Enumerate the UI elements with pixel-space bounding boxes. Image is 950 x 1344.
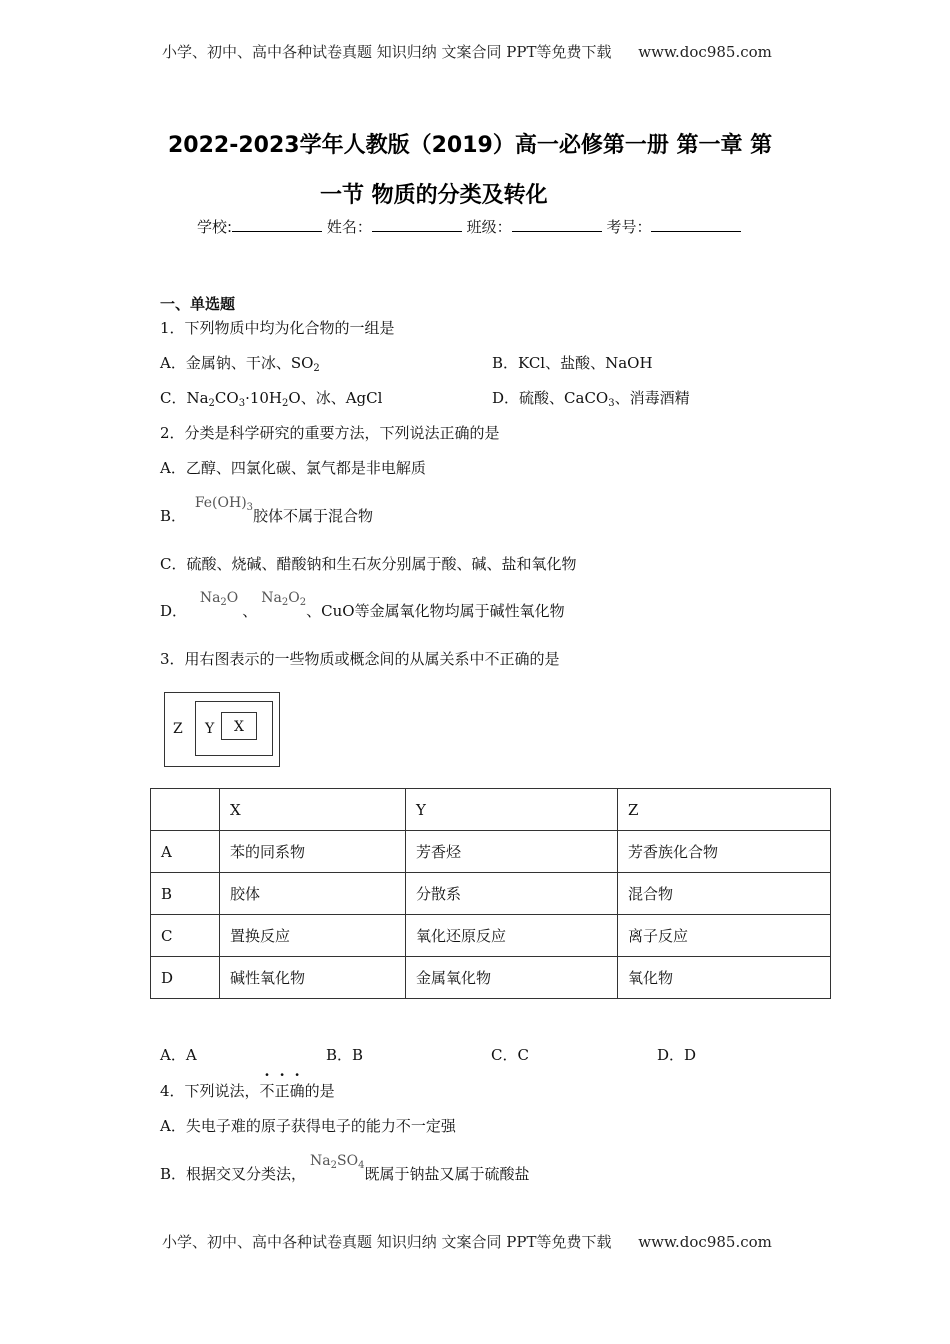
q2-d-f2-text: Na bbox=[261, 590, 282, 606]
diagram-label-x: X bbox=[234, 719, 244, 735]
footer-url[interactable]: www.doc985.com bbox=[638, 1233, 772, 1251]
emphasis-char: 确 bbox=[289, 1082, 305, 1100]
q3-option-c[interactable]: C．C bbox=[491, 1046, 529, 1064]
q2-d-separator: 、 bbox=[242, 602, 258, 620]
q3-stem: 3．用右图表示的一些物质或概念间的从属关系中不正确的是 bbox=[160, 650, 560, 668]
q2-option-b[interactable] bbox=[160, 495, 374, 527]
q1-option-d[interactable] bbox=[492, 387, 690, 409]
diagram-box-y bbox=[195, 701, 273, 756]
table-cell: 苯的同系物 bbox=[220, 831, 406, 873]
exam-no-label: 考号： bbox=[606, 218, 652, 236]
q4-b-f-text: Na bbox=[310, 1153, 331, 1169]
table-cell: 离子反应 bbox=[618, 915, 831, 957]
q4-b-formula bbox=[310, 1153, 364, 1169]
q2-stem: 2．分类是科学研究的重要方法，下列说法正确的是 bbox=[160, 424, 500, 442]
q2-b-text: 胶体不属于混合物 bbox=[253, 507, 374, 525]
q1-option-a[interactable] bbox=[160, 352, 320, 374]
footer-text: 小学、初中、高中各种试卷真题 知识归纳 文案合同 PPT等免费下载 bbox=[162, 1233, 612, 1251]
q3-nested-diagram bbox=[164, 692, 280, 767]
q1-stem: 1．下列物质中均为化合物的一组是 bbox=[160, 319, 395, 337]
q1-a-text: A．金属钠、干冰、SO bbox=[160, 354, 314, 372]
table-header-cell: Z bbox=[618, 789, 831, 831]
table-row bbox=[151, 831, 831, 873]
page-title-line1: 2022-2023学年人教版（2019）高一必修第一册 第一章 第 bbox=[168, 133, 773, 158]
header-url[interactable]: www.doc985.com bbox=[638, 43, 772, 61]
footer-banner bbox=[162, 1231, 772, 1252]
diagram-label-y: Y bbox=[205, 721, 215, 737]
table-cell: 混合物 bbox=[618, 873, 831, 915]
emphasis-char: 不 bbox=[259, 1082, 275, 1100]
table-cell: D bbox=[151, 957, 220, 999]
q4-stem-pre: 4．下列说法， bbox=[160, 1082, 260, 1100]
school-blank[interactable] bbox=[232, 231, 322, 232]
table-cell: A bbox=[151, 831, 220, 873]
section-title: 一、单选题 bbox=[160, 295, 236, 313]
q2-d-f2-sub2: 2 bbox=[299, 597, 307, 608]
table-cell: 芳香族化合物 bbox=[618, 831, 831, 873]
table-header-cell: X bbox=[220, 789, 406, 831]
q1-option-b[interactable]: B．KCl、盐酸、NaOH bbox=[492, 354, 653, 372]
q1-c-sub3: 2 bbox=[282, 398, 289, 409]
q2-d-text: 、CuO等金属氧化物均属于碱性氧化物 bbox=[306, 602, 565, 620]
q2-b-formula bbox=[195, 495, 253, 511]
q2-d-formula2 bbox=[261, 590, 306, 606]
q1-d-sub: 3 bbox=[608, 398, 615, 409]
q1-a-sub: 2 bbox=[313, 363, 320, 374]
q4-b-f-mid: SO bbox=[337, 1153, 359, 1169]
q3-option-a[interactable]: A．A bbox=[160, 1046, 197, 1064]
table-row bbox=[151, 873, 831, 915]
q4-b-text: B．根据交叉分类法， bbox=[160, 1165, 307, 1183]
page-title-line2: 一节 物质的分类及转化 bbox=[320, 183, 548, 208]
table-header-cell: Y bbox=[406, 789, 618, 831]
q3-options-table bbox=[150, 788, 831, 999]
exam-no-blank[interactable] bbox=[651, 231, 741, 232]
q1-option-c[interactable] bbox=[160, 387, 382, 409]
q2-d-f2-sub1: 2 bbox=[281, 597, 289, 608]
name-blank[interactable] bbox=[372, 231, 462, 232]
q4-option-b[interactable] bbox=[160, 1153, 530, 1185]
q2-option-d[interactable] bbox=[160, 590, 565, 622]
table-cell: 置换反应 bbox=[220, 915, 406, 957]
q1-c-text1: C．Na bbox=[160, 389, 209, 407]
q2-option-a[interactable]: A．乙醇、四氯化碳、氯气都是非电解质 bbox=[160, 459, 426, 477]
q1-d-text1: D．硫酸、CaCO bbox=[492, 389, 609, 407]
table-header-row bbox=[151, 789, 831, 831]
q1-c-sub1: 2 bbox=[208, 398, 215, 409]
diagram-label-z: Z bbox=[173, 721, 183, 737]
q2-d-label: D． bbox=[160, 602, 188, 620]
q3-option-d[interactable]: D．D bbox=[657, 1046, 697, 1064]
q4-b-post: 既属于钠盐又属于硫酸盐 bbox=[364, 1165, 530, 1183]
q4-b-f-sub2: 4 bbox=[358, 1160, 365, 1171]
table-cell: 分散系 bbox=[406, 873, 618, 915]
class-blank[interactable] bbox=[512, 231, 602, 232]
q2-d-f1-post: O bbox=[226, 590, 239, 606]
table-cell: 胶体 bbox=[220, 873, 406, 915]
q1-c-text2: CO bbox=[214, 389, 239, 407]
q4-stem-post: 的是 bbox=[304, 1082, 335, 1100]
q2-d-f2-mid: O bbox=[288, 590, 300, 606]
q3-option-b[interactable]: B．B bbox=[326, 1046, 364, 1064]
table-cell: C bbox=[151, 915, 220, 957]
q4-stem bbox=[160, 1080, 335, 1101]
school-label: 学校: bbox=[197, 218, 233, 236]
q1-c-sub2: 3 bbox=[238, 398, 246, 409]
student-info-line bbox=[197, 216, 741, 237]
header-text: 小学、初中、高中各种试卷真题 知识归纳 文案合同 PPT等免费下载 bbox=[162, 43, 612, 61]
table-cell: 碱性氧化物 bbox=[220, 957, 406, 999]
table-cell: B bbox=[151, 873, 220, 915]
q2-b-formula-text: Fe(OH) bbox=[194, 495, 247, 511]
q2-d-f1-text: Na bbox=[199, 590, 221, 606]
table-header-cell bbox=[151, 789, 220, 831]
q4-option-a[interactable]: A．失电子难的原子获得电子的能力不一定强 bbox=[160, 1117, 456, 1135]
table-row bbox=[151, 957, 831, 999]
q1-c-text3: ·10H bbox=[245, 389, 283, 407]
q2-d-f1-sub: 2 bbox=[220, 597, 227, 608]
emphasis-char: 正 bbox=[274, 1082, 290, 1100]
q4-b-f-sub1: 2 bbox=[330, 1160, 338, 1171]
table-cell: 金属氧化物 bbox=[406, 957, 618, 999]
header-banner bbox=[162, 41, 772, 62]
q2-option-c[interactable]: C．硫酸、烧碱、醋酸钠和生石灰分别属于酸、碱、盐和氧化物 bbox=[160, 555, 577, 573]
q2-b-label: B． bbox=[160, 507, 187, 525]
table-row bbox=[151, 915, 831, 957]
diagram-box-x bbox=[221, 712, 257, 740]
name-label: 姓名： bbox=[326, 218, 372, 236]
q1-d-text2: 、消毒酒精 bbox=[614, 389, 690, 407]
class-label: 班级： bbox=[466, 218, 512, 236]
q1-c-text4: O、冰、AgCl bbox=[288, 389, 383, 407]
table-cell: 芳香烃 bbox=[406, 831, 618, 873]
q2-d-formula1 bbox=[200, 590, 238, 606]
table-cell: 氧化物 bbox=[618, 957, 831, 999]
table-cell: 氧化还原反应 bbox=[406, 915, 618, 957]
q2-b-formula-sub: 3 bbox=[246, 502, 254, 513]
